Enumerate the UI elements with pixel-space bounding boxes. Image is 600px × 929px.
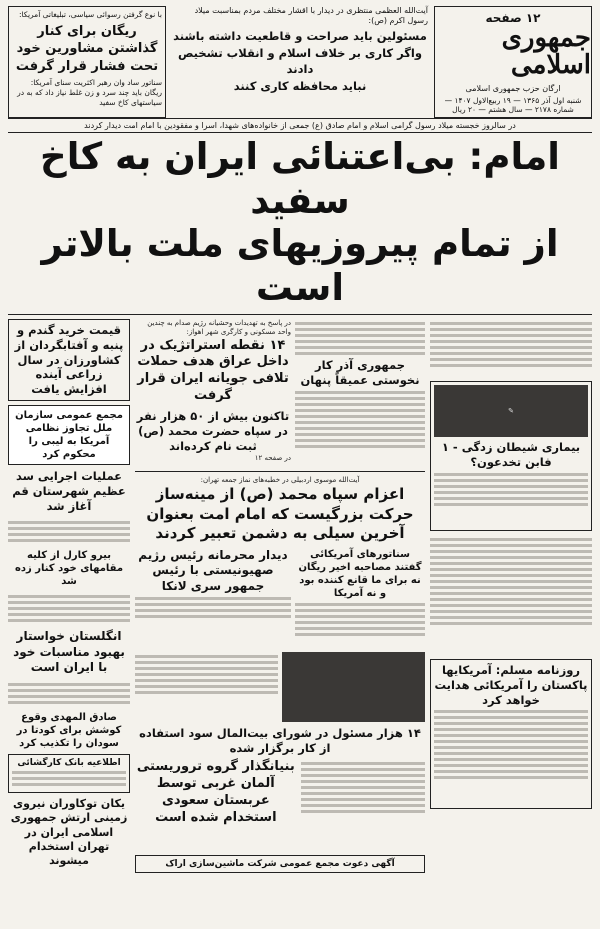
center-subheadline: تاکنون بیش از ۵۰ هزار نفر در سپاه حضرت محمد (ص) ثبت نام کرده‌اند <box>136 409 290 453</box>
article-text-block <box>8 680 130 707</box>
story-headline: جمهوری آذر کار نخوستی عمیقاً پنهان <box>300 357 420 387</box>
left-story-1: قیمت خرید گندم و پنبه و آفتابگردان از کشاورزان در سال زراعی آینده افزایش یافت <box>14 322 124 397</box>
masthead <box>8 6 592 118</box>
article-text-block <box>135 597 291 618</box>
masthead-center <box>172 6 428 118</box>
article-text-block <box>8 592 130 625</box>
feature-kicker: آیت‌الله موسوی اردبیلی در خطبه‌های نماز جمعه تهران: <box>200 475 360 484</box>
intro-line: در سالروز خجسته میلاد رسول گرامی اسلام و امام صادق (ع) جمعی از خانواده‌های شهدا، اسرا و مفقودین با امام امت دیدار کردند <box>8 118 592 133</box>
date-line: شنبه اول آذر ۱۳۶۵ — ۱۹ ربیع‌الاول ۱۴۰۷ — شماره ۲۱۷۸ — سال هشتم — ۲۰ ریال <box>444 95 582 114</box>
article-text-block <box>301 759 425 851</box>
left-story-5: انگلستان خواستار بهبود مناسبات خود با ایران است <box>13 629 125 675</box>
article-text-block <box>430 319 592 377</box>
article-text-block <box>295 603 425 636</box>
center-top <box>135 319 425 467</box>
article-text-block <box>295 391 425 448</box>
mid-row <box>135 652 425 722</box>
article-text-block <box>8 518 130 545</box>
box-title: بیماری شیطان زدگی - ۱ <box>441 439 581 454</box>
story-headline: ۱۴ هزار مسئول در شورای بیت‌المال سود استفاده از کار برگزار شده <box>139 725 421 755</box>
column-logo-image <box>434 385 588 437</box>
center-top-stories <box>295 319 425 467</box>
story-box <box>430 659 592 809</box>
main-headline <box>8 133 592 310</box>
left-story-7: یکان توکاوران نیروی زمینی ارتش جمهوری اسلامی ایران در تهران استخدام میشوند <box>10 796 128 868</box>
feature-row <box>135 548 425 648</box>
center-kicker: در پاسخ به تهدیدات وحشیانه رژیم صدام به چندین واحد مسکونی و کارگری شهر اهواز: <box>147 318 291 337</box>
story-text <box>434 710 588 779</box>
ad-text <box>12 771 126 786</box>
center-top-right <box>135 319 291 467</box>
left-story-6: صادق المهدی وقوع کوشش برای کودتا در سودان را تکذیب کرد <box>16 711 122 749</box>
center-column <box>135 319 425 929</box>
masthead-headline-3: نباید محافظه کاری کنند <box>233 79 367 94</box>
left-story-3: عملیات اجرایی سد عظیم شهرستان قم آغاز شد <box>12 469 126 514</box>
sidebar-headline: ریگان برای کنار گذاشتن مشاورین خود تحت فشار قرار گرفت <box>15 23 159 74</box>
center-headline: ۱۴ نقطه استراتژیک در داخل عراق هدف حملات تلافی جویانه ایران قرار گرفت <box>137 337 289 404</box>
main-headline-line-2: از تمام پیروزیهای ملت بالاتر است <box>41 222 559 309</box>
left-column <box>8 319 130 929</box>
logo-box <box>434 6 592 118</box>
story-headline: روزنامه مسلم: آمریکایها پاکستان را آمریکائی هدایت خواهد کرد <box>434 662 588 707</box>
lower-row <box>135 759 425 851</box>
sidebar-kicker: با نوع گرفتن رسوائی سیاسی، تبلیغاتی آمریکا: <box>19 10 162 19</box>
lower-feature <box>135 759 297 851</box>
feature-subheadline-1: سناتورهای آمریکائی گفتند مصاحبه اخیر ریگان نه برای ما قانع کننده بود و نه آمریکا <box>298 548 422 599</box>
feature-subheadline-2: دیدار محرمانه رئیس رژیم صهیونیستی با رئیس جمهور سری لانکا <box>138 547 288 593</box>
article-text-block <box>295 322 425 355</box>
ad-box: آگهی دعوت مجمع عمومی شرکت ماشین‌سازی اراک <box>135 855 425 873</box>
article-text-block <box>430 535 592 655</box>
lower-headline: بنیانگذار گروه تروریستی آلمان غربی توسط عربستان سعودی استخدام شده است <box>136 759 295 826</box>
quote-kicker: آیت‌الله العظمی منتظری در دیدار با اقشار مختلف مردم بمناسبت میلاد رسول اکرم (ص): <box>194 6 428 25</box>
box-text <box>434 473 588 506</box>
box-subtitle: فابن تخدعون؟ <box>470 454 552 469</box>
left-story-2: مجمع عمومی سازمان ملل تجاوز نظامی آمریکا به لیبی را محکوم کرد <box>15 410 123 461</box>
page-count: ۱۲ صفحه <box>485 11 541 25</box>
page-reference: در صفحه ۱۲ <box>254 453 291 462</box>
body-columns <box>8 319 592 929</box>
article-text-block <box>135 652 278 722</box>
sidebar-text: سناتور ساد وان رهبر اکثریت سنای آمریکا: ریگان باید چند سرد و زن غلط نیاز داد که به در سیاستهای کاخ سفید <box>17 78 162 107</box>
sidebar-top <box>8 6 166 118</box>
feature-sub-block <box>135 548 291 648</box>
ad-box <box>8 754 130 793</box>
ad-title: اطلاعیه بانک کارگشائی <box>17 757 121 768</box>
main-headline-line-1: امام: بی‌اعتنائی ایران به کاخ سفید <box>40 135 560 222</box>
feature-sub-block <box>295 548 425 648</box>
news-photo <box>282 652 425 722</box>
column-logo-icon: ✎ <box>508 406 514 415</box>
feature-headline: اعزام سپاه محمد (ص) از مینه‌ساز حرکت بزرگیست که امام امت بعنوان آخرین سیلی به دشمن تعبیر کردند <box>146 485 414 543</box>
masthead-headlines <box>172 28 428 95</box>
divider <box>135 471 425 472</box>
story-box <box>8 405 130 465</box>
feature-block <box>135 476 425 544</box>
story-box <box>8 319 130 402</box>
masthead-headline-1: مسئولین باید صراحت و قاطعیت داشته باشند <box>173 29 427 43</box>
right-column <box>430 319 592 929</box>
masthead-headline-2: واگر کاری بر خلاف اسلام و انقلاب تشخیص دادند <box>177 45 423 77</box>
column-box <box>430 381 592 531</box>
left-story-4: بیرو کارل از کلیه مقامهای خود کنار زده شد <box>14 550 124 588</box>
newspaper-title: جمهوری اسلامی <box>501 23 591 81</box>
tagline: ارگان حزب جمهوری اسلامی <box>465 83 561 93</box>
divider <box>8 314 592 315</box>
